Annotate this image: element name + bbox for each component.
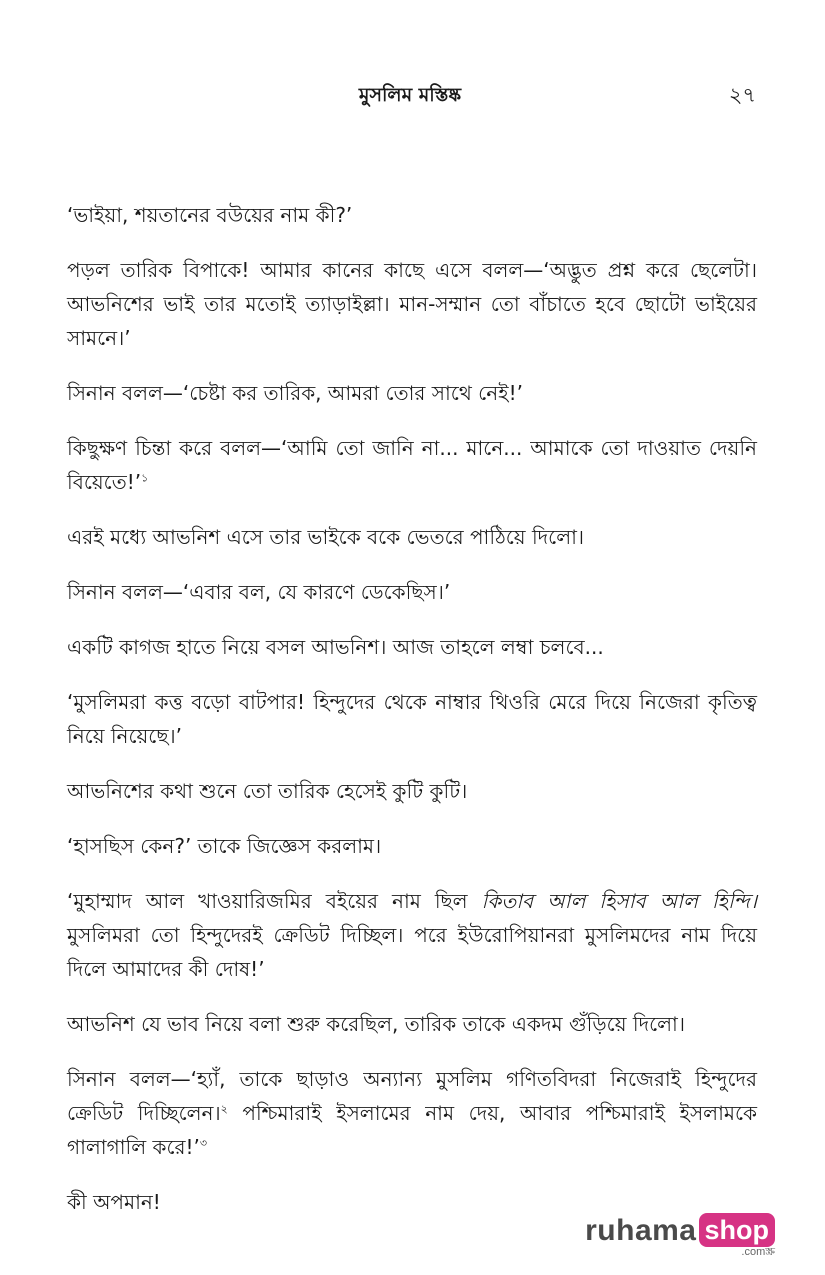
body-text <box>67 198 757 1240</box>
paragraph-text: আভনিশের কথা শুনে তো তারিক হেসেই কুটি কুটি। <box>67 779 468 803</box>
paragraph-11 <box>67 884 757 986</box>
paragraph-8 <box>67 685 757 753</box>
paragraph-text: সিনান বলল—‘হ্যাঁ, তাকে ছাড়াও অন্যান্য মুসলিম গণিতবিদরা নিজেরাই হিন্দুদের ক্রেডিট দিচ্ছিলেন। <box>67 1067 757 1125</box>
paragraph-text: সিনান বলল—‘চেষ্টা কর তারিক, আমরা তোর সাথে নেই!’ <box>67 381 523 405</box>
paragraph-text: ‘হাসছিস কেন?’ তাকে জিজ্ঞেস করলাম। <box>67 834 382 858</box>
logo-wordmark: ruhama <box>585 1214 697 1247</box>
paragraph-13 <box>67 1062 757 1164</box>
paragraph-text: ‘মুসলিমরা কত্ত বড়ো বাটপার! হিন্দুদের থেকে নাম্বার থিওরি মেরে দিয়ে নিজেরা কৃতিত্ব নিয়ে নিয়েছে।’ <box>67 690 757 748</box>
logo-shop-text: shop <box>699 1213 776 1247</box>
paragraph-text: পড়ল তারিক বিপাকে! আমার কানের কাছে এসে বলল—‘অদ্ভুত প্রশ্ন করে ছেলেটা। আভনিশের ভাই তার মতোই ত্যাড়াইল্লা। মান-সম্মান তো বাঁচাতে হবে ছোটো ভাইয়ের সামনে।’ <box>67 258 757 350</box>
paragraph-6 <box>67 575 757 609</box>
paragraph-9 <box>67 774 757 808</box>
paragraph-text: মুসলিমরা তো হিন্দুদেরই ক্রেডিট দিচ্ছিল। পরে ইউরোপিয়ানরা মুসলিমদের নাম দিয়ে দিলে আমাদের কী দোষ!’ <box>67 923 757 981</box>
paragraph-10 <box>67 829 757 863</box>
footnote-marker: ২ <box>220 1102 228 1116</box>
paragraph-text: ‘মুহাম্মাদ আল খাওয়ারিজমির বইয়ের নাম ছিল <box>67 889 482 913</box>
paragraph-1 <box>67 198 757 232</box>
running-title: মুসলিম মস্তিষ্ক <box>358 84 462 106</box>
paragraph-text: কী অপমান! <box>67 1190 161 1214</box>
paragraph-text: আভনিশ যে ভাব নিয়ে বলা শুরু করেছিল, তারিক তাকে একদম গুঁড়িয়ে দিলো। <box>67 1012 685 1036</box>
paragraph-text: সিনান বলল—‘এবার বল, যে কারণে ডেকেছিস।’ <box>67 580 451 604</box>
paragraph-4 <box>67 431 757 499</box>
paragraph-text: ‘ভাইয়া, শয়তানের বউয়ের নাম কী?’ <box>67 203 353 227</box>
paragraph-3 <box>67 376 757 410</box>
paragraph-text: কিছুক্ষণ চিন্তা করে বলল—‘আমি তো জানি না... মানে... আমাকে তো দাওয়াত দেয়নি বিয়েতে!’ <box>67 436 757 494</box>
paragraph-2 <box>67 253 757 355</box>
paragraph-text: এরই মধ্যে আভনিশ এসে তার ভাইকে বকে ভেতরে পাঠিয়ে দিলো। <box>67 525 585 549</box>
page-number: ২৭ <box>728 83 756 107</box>
ruhama-shop-logo <box>585 1213 775 1258</box>
paragraph-5 <box>67 520 757 554</box>
page-header <box>60 80 760 110</box>
paragraph-7 <box>67 630 757 664</box>
book-title-italic: কিতাব আল হিসাব আল হিন্দি। <box>481 889 757 913</box>
logo-shop-badge <box>699 1213 776 1258</box>
paragraph-text: একটি কাগজ হাতে নিয়ে বসল আভনিশ। আজ তাহলে লম্বা চলবে... <box>67 635 604 659</box>
paragraph-12 <box>67 1007 757 1041</box>
logo-domain: .comস্ক্র <box>741 1246 775 1258</box>
footnote-marker: ১ <box>141 471 149 485</box>
footnote-marker: ৩ <box>199 1136 208 1150</box>
paragraph-text: পশ্চিমারাই ইসলামের নাম দেয়, আবার পশ্চিমারাই ইসলামকে গালাগালি করে!’ <box>67 1101 758 1159</box>
